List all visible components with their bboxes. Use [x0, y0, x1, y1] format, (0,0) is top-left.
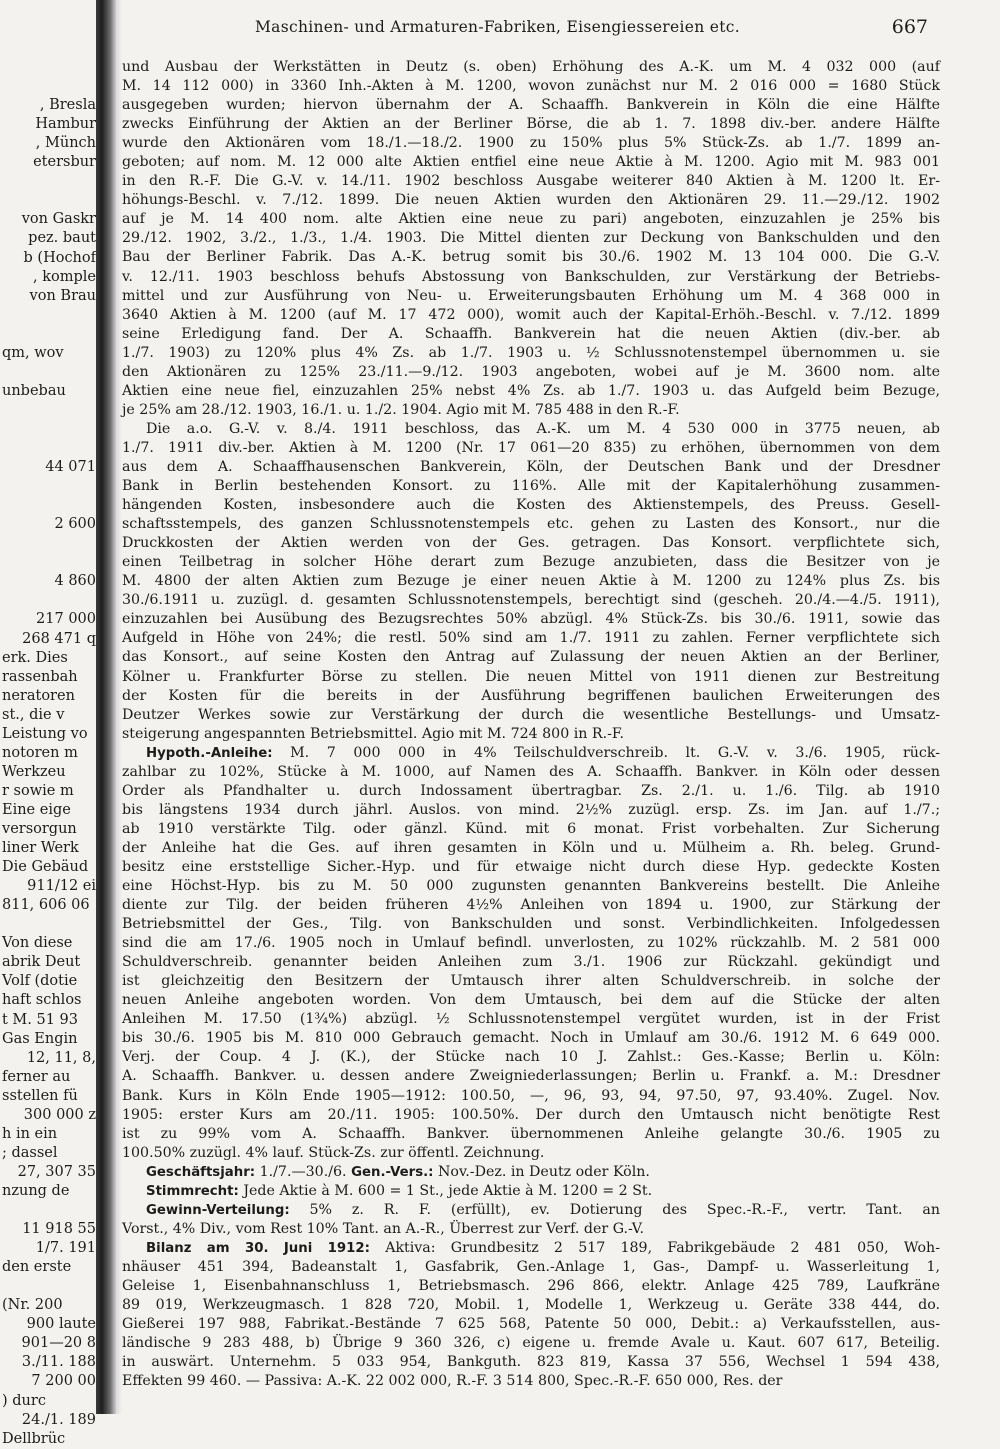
text-line [122, 915, 940, 934]
fragment-line: , Münch [35, 135, 96, 152]
text-line [122, 287, 940, 306]
fragment-line: 901—20 8 [21, 1335, 96, 1352]
text-line [122, 344, 940, 363]
fragment-line: Von diese [2, 935, 73, 952]
fragment-line: ) durc [2, 1392, 46, 1409]
text-line [122, 687, 940, 706]
paragraph-stimmrecht [122, 1182, 940, 1201]
text-line [122, 706, 940, 725]
paragraph-kapital [122, 58, 940, 420]
text-line [122, 515, 940, 534]
text-line [122, 382, 940, 401]
text-run: Nov.-Dez. in Deutz oder Köln. [433, 1163, 650, 1180]
text-run: Die a.o. G.-V. v. 8./4. 1911 beschloss, das A.-K. um M. 4 530 000 in 3775 neuen, ab [146, 420, 940, 437]
text-run: Bau der Berliner Fabrik. Das A.-K. betrug somit bis 30./6. 1902 M. 13 104 000. Die G.-V. [122, 249, 940, 266]
text-line [122, 306, 940, 325]
text-run: Aktiva: Grundbesitz 2 517 189, Fabrikgebäude 2 481 050, Woh- [369, 1239, 940, 1256]
paragraph-gewinn-verteilung [122, 1201, 940, 1239]
fragment-line: r sowie m [2, 782, 74, 799]
text-line [122, 839, 940, 858]
fragment-line: (Nr. 200 [2, 1297, 63, 1314]
fragment-line: Leistung vo [2, 725, 88, 742]
text-run: Betriebsmittel der Ges., Tilg. von Bankschulden und sonst. Verbindlichkeiten. Infolgedessen [122, 916, 940, 933]
text-run: auf je M. 14 400 nom. alte Aktien eine neue zu pari) angeboten, einzuzahlen je 25% bis [122, 211, 940, 228]
text-line [122, 1334, 940, 1353]
text-run: Bank in Berlin bestehenden Konsort. zu 116%. Alle mit der Kapitalerhöhung zusammen- [122, 478, 940, 495]
text-run: M. 4800 der alten Aktien zum Bezuge je einer neuen Aktie à M. 1200 zu 124% plus Zs. bis [122, 573, 940, 590]
fragment-line: 7 200 00 [31, 1373, 96, 1390]
fragment-line: nzung de [2, 1182, 70, 1199]
fragment-line: versorgun [2, 821, 77, 837]
text-line [122, 591, 940, 610]
text-line [122, 1144, 940, 1163]
text-run: Gießerei 197 988, Fabrikat.-Bestände 7 625 568, Patente 50 000, Debit.: a) Verkaufsstellen, aus- [122, 1316, 940, 1333]
fragment-line: notoren m [2, 744, 78, 761]
text-line [122, 572, 940, 591]
text-run: 3640 Aktien à M. 1200 (auf M. 17 472 000), womit auch der Kapital-Erhöh.-Beschl. v. 7./12. 1899 [122, 306, 940, 323]
text-line [122, 725, 940, 744]
text-run: ländische 9 283 488, b) Übrige 9 360 326, c) eigene u. fremde Avale u. Kaut. 607 617, Beteilig. [122, 1335, 940, 1352]
text-line [122, 1258, 940, 1277]
text-line [122, 553, 940, 572]
text-line [122, 1125, 940, 1144]
text-line [122, 877, 940, 896]
fragment-line: von Gaskr [21, 211, 96, 228]
text-line [122, 363, 940, 382]
fragment-line: 44 071 [45, 459, 96, 476]
text-line [122, 58, 940, 77]
fragment-line: , komple [33, 268, 96, 285]
book-gutter-shadow [96, 0, 116, 1414]
text-line [122, 1372, 940, 1391]
fragment-line: pez. baut [28, 230, 96, 247]
text-line [122, 744, 940, 763]
text-line [122, 210, 940, 229]
text-run: den Aktionären zu 125% 23./11.—9./12. 1903 angeboten, wobei auf je M. 3600 nom. alte [122, 363, 940, 380]
text-line [122, 439, 940, 458]
text-line [122, 1067, 940, 1086]
text-line [122, 1048, 940, 1067]
fragment-line: 24./1. 189 [21, 1411, 96, 1428]
fragment-line: b (Hochof [23, 249, 96, 266]
text-run: höhungs-Beschl. v. 7./12. 1899. Die neuen Aktien wurden den Aktionären 29. 11.—29./12. 1902 [122, 192, 940, 209]
text-line [122, 77, 940, 96]
fragment-line: 3./11. 188 [21, 1354, 96, 1371]
fragment-line: Dellbrüc [2, 1430, 66, 1447]
text-run: Anleihen M. 17.50 (1¾%) abzügl. ½ Schlussnotenstempel vergütet wurden, ist in der Frist [122, 1011, 940, 1028]
text-line [122, 1201, 940, 1220]
text-run: zwecks Einführung der Aktien an der Berliner Börse, die ab 1. 7. 1898 div.-ber. andere Hälfte [122, 116, 940, 133]
fragment-line: qm, wov [2, 344, 64, 361]
fragment-line: abrik Deut [2, 954, 81, 971]
fragment-line: rassenbah [2, 668, 78, 685]
fragment-line: ferner au [2, 1068, 71, 1085]
paragraph-bilanz [122, 1239, 940, 1391]
text-run: 1./7.—30./6. [255, 1163, 352, 1180]
fragment-line: st., die v [2, 706, 65, 723]
fragment-line: Gas Engin [2, 1030, 78, 1047]
fragment-line: von Brau [29, 287, 96, 304]
text-run: ist zu 99% vom A. Schaaffh. Bankver. übernommenen Anleihe gelangte 30./6. 1905 zu [122, 1125, 940, 1142]
text-run: M. 14 112 000) in 3360 Inh.-Akten à M. 1200, wovon zunächst nur M. 2 016 000 = 1680 Stück [122, 78, 940, 95]
fragment-line: Hambur [35, 116, 96, 133]
text-run: geboten; auf nom. M. 12 000 alte Aktien entfiel eine neue Aktie à M. 1200. Agio mit M. 983 001 [122, 154, 940, 171]
text-run: bis 30./6. 1905 bis M. 810 000 Gebrauch gemacht. Noch in Umlauf am 30./6. 1912 M. 6 649 000. [122, 1030, 940, 1047]
text-line [122, 1296, 940, 1315]
fragment-line: 811, 606 06 [2, 897, 90, 914]
fragment-line: Die Gebäud [2, 859, 89, 876]
paragraph-gv-1911 [122, 420, 940, 744]
text-line [122, 1315, 940, 1334]
page-number: 667 [891, 16, 928, 38]
fragment-line: erk. Dies [2, 649, 68, 666]
text-run: Druckkosten der Aktien werden von der Ges. getragen. Das Konsort. verpflichtete sich, [122, 535, 940, 552]
text-run: je 25% am 28./12. 1903, 16./1. u. 1./2. 1904. Agio mit M. 785 488 in den R.-F. [122, 401, 680, 418]
fragment-line: Werkzeu [2, 763, 66, 780]
fragment-line: 4 860 [54, 573, 96, 590]
fragment-line: etersbur [33, 154, 96, 171]
text-line [122, 115, 940, 134]
text-run: Geleise 1, Eisenbahnanschluss 1, Betriebsmasch. 296 866, elektr. Anlage 425 789, Laufkräne [122, 1278, 940, 1294]
text-line [122, 1029, 940, 1048]
fragment-line: h in ein [2, 1125, 58, 1142]
fragment-line: haft schlos [2, 992, 82, 1009]
fragment-line: ; dassel [2, 1144, 58, 1161]
fragment-line: 27, 307 35 [17, 1163, 96, 1180]
text-line [122, 896, 940, 915]
text-run: 89 019, Werkzeugmasch. 1 828 720, Mobil. 1, Modelle 1, Werkzeug u. Geräte 338 444, do. [122, 1297, 940, 1314]
text-run: der Anleihe hat die Ges. auf ihren gesamten in Köln und u. Mülheim a. Rh. beleg. Grund- [122, 839, 940, 856]
text-run: seine Erledigung fand. Der A. Schaaffh. Bankverein hat die neuen Aktien (div.-ber. ab [122, 325, 940, 342]
text-run: das Konsort., auf seine Kosten den Antrag auf Zulassung der neuen Aktien an der Berliner, [122, 649, 940, 666]
text-line [122, 401, 940, 420]
text-run: in auswärt. Unternehm. 5 033 954, Bankguth. 823 819, Kassa 37 556, Wechsel 1 594 438, [122, 1354, 940, 1371]
text-line [122, 229, 940, 248]
section-keyword: Geschäftsjahr: [146, 1164, 256, 1180]
text-line [122, 801, 940, 820]
fragment-line: t M. 51 93 [2, 1011, 79, 1028]
text-run: sind die am 17./6. 1905 noch in Umlauf befindl. unverlosten, zu 102% rückzahlb. M. 2 581 000 [122, 935, 940, 952]
fragment-line: unbebau [2, 382, 66, 399]
text-run: ab 1910 verstärkte Tilg. oder gänzl. Künd. mit 6 monat. Frist vorbehalten. Zur Sicherung [122, 820, 940, 837]
text-run: bis längstens 1934 durch jährl. Auslos. von mind. 2½% zuzügl. ersp. Zs. im Jan. auf 1./7.; [122, 801, 940, 818]
text-line [122, 763, 940, 782]
fragment-line: den erste [2, 1259, 72, 1276]
text-run: diente zur Tilg. der beiden früheren 4½% Anleihen von 1894 u. 1900, zur Stärkung der [122, 897, 940, 914]
section-keyword: Hypoth.-Anleihe: [146, 745, 273, 761]
text-run: Order als Pfandhalter u. durch Indossament übertragbar. Zs. 2./1. u. 1./6. Tilg. ab 1910 [122, 782, 940, 799]
text-run: in den R.-F. Die G.-V. v. 14./11. 1902 beschloss Ausgabe weiterer 840 Aktien à M. 1200 lt. Er- [122, 173, 940, 190]
text-line [122, 953, 940, 972]
text-run: A. Schaaffh. Bankver. u. dessen andere Zweigniederlassungen; Berlin u. Frankf. a. M.: Dresdner [122, 1068, 940, 1085]
fragment-line: neratoren [2, 687, 75, 704]
previous-page-fragment [0, 40, 96, 1447]
fragment-line: sstellen fü [2, 1087, 78, 1104]
text-line [122, 420, 940, 439]
text-line [122, 1220, 940, 1239]
text-line [122, 172, 940, 191]
text-run: der Kosten für die bereits in der Ausführung begriffenen baulichen Erweiterungen des [122, 687, 940, 704]
text-line [122, 153, 940, 172]
text-line [122, 991, 940, 1010]
section-keyword: Bilanz am 30. Juni 1912: [146, 1240, 370, 1256]
text-run: neuen Anleihe angeboten worden. Von dem Umtausch, bei dem auf die Stücke der alten [122, 992, 940, 1009]
text-run: steigerung angespannten Betriebsmittel. Agio mit M. 724 800 in R.-F. [122, 725, 625, 742]
text-line [122, 1163, 940, 1182]
text-line [122, 1353, 940, 1372]
text-run: nhäuser 451 394, Badeanstalt 1, Gasfabrik, Gen.-Anlage 1, Gas-, Dampf- u. Wasserleitung 1, [122, 1258, 940, 1275]
main-text-column [122, 58, 940, 1391]
text-run: v. 12./11. 1903 beschloss behufs Abstossung von Bankschulden, zur Verstärkung der Betriebs- [122, 268, 940, 285]
text-run: Schuldverschreib. genannter beiden Anleihen zum 3./1. 1906 zur Rückzahl. gekündigt und [122, 954, 940, 971]
text-run: Vorst., 4% Div., vom Rest 10% Tant. an A.-R., Überrest zur Verf. der G.-V. [122, 1220, 645, 1237]
section-keyword: Stimmrecht: [146, 1183, 239, 1199]
fragment-line: 2 600 [54, 516, 96, 533]
text-line [122, 858, 940, 877]
text-line [122, 668, 940, 687]
text-line [122, 534, 940, 553]
fragment-line: Volf (dotie [2, 973, 78, 990]
text-line [122, 1106, 940, 1125]
text-line [122, 934, 940, 953]
text-line [122, 1010, 940, 1029]
text-line [122, 477, 940, 496]
text-line [122, 268, 940, 287]
fragment-line: 12, 11, 8, [26, 1049, 96, 1066]
text-run: Verj. der Coup. 4 J. (K.), der Stücke nach 10 J. Zahlst.: Ges.-Kasse; Berlin u. Köln: [122, 1049, 940, 1066]
text-line [122, 134, 940, 153]
text-run: 5% z. R. F. (erfüllt), ev. Dotierung des Spec.-R.-F., vertr. Tant. an [289, 1201, 940, 1218]
section-keyword: Gen.-Vers.: [351, 1164, 434, 1180]
text-run: 29./12. 1902, 3./2., 1./3., 1./4. 1903. Die Mittel dienten zur Deckung von Bankschulden und den [122, 230, 940, 247]
text-line [122, 325, 940, 344]
text-line [122, 248, 940, 267]
fragment-line: 217 000 [36, 611, 96, 628]
fragment-line: liner Werk [2, 840, 79, 857]
text-line [122, 820, 940, 839]
text-run: und Ausbau der Werkstätten in Deutz (s. oben) Erhöhung des A.-K. um M. 4 032 000 (auf [122, 59, 940, 75]
text-run: schaftsstempels, des ganzen Schlussnotenstempels etc. gehen zu Lasten des Konsort., nur die [122, 516, 940, 533]
text-run: M. 7 000 000 in 4% Teilschuldverschreib. lt. G.-V. v. 3./6. 1905, rück- [272, 744, 940, 761]
text-run: ist gleichzeitig den Besitzern der Umtausch ihrer alten Schuldverschreib. in solche der [122, 973, 940, 990]
text-line [122, 1277, 940, 1296]
text-run: 1905: erster Kurs am 20./11. 1905: 100.50%. Der durch den Umtausch nicht benötigte Rest [122, 1106, 940, 1123]
text-run: 30./6.1911 u. zuzügl. d. gesamten Schlussnotenstempels, berechtigt sind (gescheh. 20./4.—4./5. 1911), [122, 592, 940, 609]
fragment-line: 300 000 z [23, 1106, 96, 1123]
paragraph-hypoth-anleihe [122, 744, 940, 1163]
text-run: einen Teilbetrag in solcher Höhe derart zum Bezuge anzubieten, dass die Besitzer von je [122, 554, 940, 571]
text-run: 1./7. 1903) zu 120% plus 4% Zs. ab 1./7. 1903 u. ½ Schlussnotenstempel übernommen u. sie [122, 344, 940, 361]
text-line [122, 496, 940, 515]
text-line [122, 648, 940, 667]
text-line [122, 610, 940, 629]
fragment-line: 911/12 ei [27, 878, 96, 895]
text-run: hängenden Kosten, insbesondere auch die Kosten des Aktienstempels, des Preuss. Gesell- [122, 497, 940, 514]
paragraph-geschaeftsjahr [122, 1163, 940, 1182]
text-run: 1./7. 1911 div.-ber. Aktien à M. 1200 (Nr. 17 061—20 835) zu erhöhen, übernommen von dem [122, 439, 940, 456]
text-line [122, 1239, 940, 1258]
fragment-line: , Bresla [39, 97, 96, 114]
text-line [122, 1087, 940, 1106]
text-line [122, 1182, 940, 1201]
fragment-line: 11 918 55 [22, 1221, 96, 1238]
text-run: Jede Aktie à M. 600 = 1 St., jede Aktie à M. 1200 = 2 St. [238, 1182, 653, 1199]
fragment-line: 1/7. 191 [35, 1240, 96, 1257]
text-line [122, 782, 940, 801]
text-line [122, 191, 940, 210]
running-head: Maschinen- und Armaturen-Fabriken, Eisengiessereien etc. [255, 18, 740, 36]
fragment-line: Eine eige [2, 801, 71, 818]
fragment-line: 900 laute [26, 1316, 96, 1333]
text-run: eine Höchst-Hyp. bis zu M. 50 000 zugunsten genannten Bankvereins bestellt. Die Anleihe [122, 878, 940, 895]
text-run: zahlbar zu 102%, Stücke à M. 1000, auf Namen des A. Schaaffh. Bankver. in Köln oder dessen [122, 763, 940, 780]
text-run: Aufgeld in Höhe von 24%; die restl. 50% sind am 1./7. 1911 zu zahlen. Ferner verpflichtete sich [122, 630, 940, 647]
section-keyword: Gewinn-Verteilung: [146, 1202, 290, 1218]
text-run: ausgegeben wurden; hiervon übernahm der A. Schaaffh. Bankverein in Köln die eine Hälfte [122, 97, 940, 114]
text-line [122, 629, 940, 648]
text-run: besitz eine erststellige Sicher.-Hyp. und für etwaige nicht durch diese Hyp. gedeckte Kosten [122, 858, 940, 875]
text-run: Deutzer Werkes sowie zur Verstärkung der durch die wesentliche Bestellungs- und Umsatz- [122, 706, 940, 723]
text-run: Bank. Kurs in Köln Ende 1905—1912: 100.50, —, 96, 93, 94, 97.50, 97, 93.40%. Zugel. Nov. [122, 1087, 940, 1104]
text-run: wurde den Aktionären vom 18./1.—18./2. 1900 zu 150% plus 5% Stück-Zs. ab 1./7. 1899 an- [122, 135, 940, 152]
text-run: 100.50% zuzügl. 4% lauf. Stück-Zs. zur öffentl. Zeichnung. [122, 1144, 545, 1161]
text-line [122, 972, 940, 991]
text-run: Aktien eine neue fiel, einzuzahlen 25% nebst 4% Zs. ab 1./7. 1903 u. das Aufgeld beim Bezuge, [122, 382, 940, 399]
text-line [122, 96, 940, 115]
text-run: aus dem A. Schaaffhausenschen Bankverein, Köln, der Deutschen Bank und der Dresdner [122, 458, 940, 475]
text-run: mittel und zur Ausführung von Neu- u. Erweiterungsbauten Erhöhung um M. 4 368 000 in [122, 287, 940, 304]
text-line [122, 458, 940, 477]
text-run: Kölner u. Frankfurter Börse zu stellen. Die neuen Mittel von 1911 dienen zur Bestreitung [122, 668, 940, 685]
text-run: Effekten 99 460. — Passiva: A.-K. 22 002 000, R.-F. 3 514 800, Spec.-R.-F. 650 000, Res. der [122, 1373, 783, 1390]
fragment-line: 268 471 q [22, 630, 96, 647]
text-run: einzuzahlen bei Ausübung des Bezugsrechtes 50% abzügl. 4% Stück-Zs. bis 30./6. 1911, sowie das [122, 611, 940, 628]
